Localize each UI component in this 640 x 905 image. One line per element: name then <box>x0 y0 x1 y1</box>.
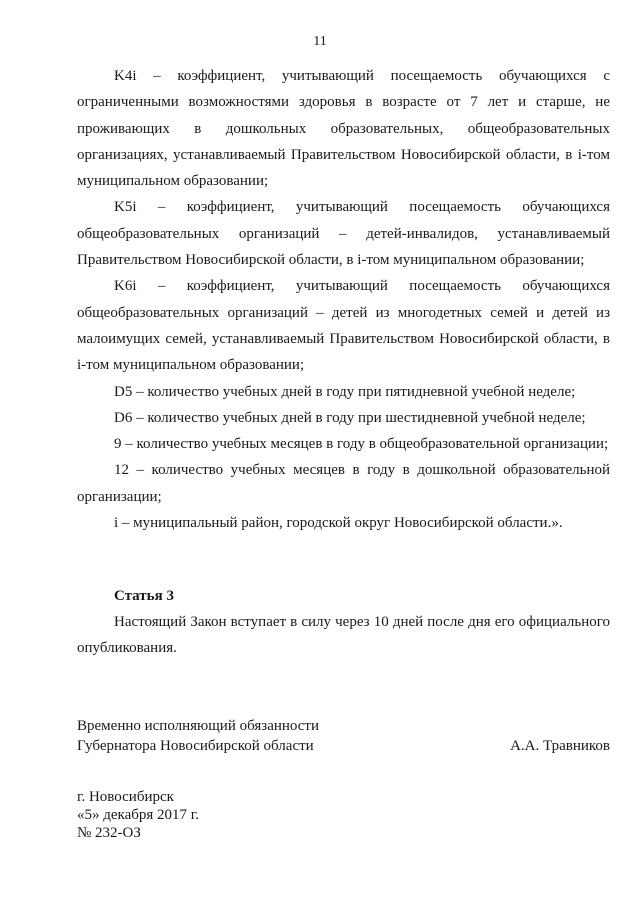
definition-k6i: K6i – коэффициент, учитывающий посещаемость обучающихся общеобразовательных организаций – детей из многодетных семей и детей из малоимущих семей, устанавливаемый Правительством Новосибирской области, в i-том муниципальном образовании; <box>77 278 610 374</box>
article-heading: Статья 3 <box>114 588 174 604</box>
article-body <box>77 609 610 662</box>
footer-date: «5» декабря 2017 г. <box>77 807 199 823</box>
document-footer <box>77 788 199 842</box>
article-text: Настоящий Закон вступает в силу через 10 дней после дня его официального опубликования. <box>77 614 610 657</box>
signature-title-line1: Временно исполняющий обязанности <box>77 718 320 734</box>
footer-city: г. Новосибирск <box>77 789 174 805</box>
definition-k4i: K4i – коэффициент, учитывающий посещаемость обучающихся с ограниченными возможностями здоровья в возрасте от 7 лет и старше, не проживающих в дошкольных образовательных, общеобразовательных организациях, устанавливаемый Правительством Новосибирской области, в i-том муниципальном образовании; <box>77 68 610 190</box>
definition-12: 12 – количество учебных месяцев в году в дошкольной образовательной организации; <box>77 462 610 505</box>
signatory-name: А.А. Травников <box>510 738 610 754</box>
definition-i: i – муниципальный район, городской округ Новосибирской области.». <box>114 515 563 532</box>
footer-law-number: № 232-ОЗ <box>77 825 141 841</box>
definition-d6: D6 – количество учебных дней в году при шестидневной учебной неделе; <box>114 409 586 426</box>
definition-9: 9 – количество учебных месяцев в году в общеобразовательной организации; <box>114 436 609 453</box>
formula-definitions <box>77 63 610 536</box>
page-number: 11 <box>313 34 327 49</box>
signature-title-line2: Губернатора Новосибирской области <box>77 738 314 754</box>
definition-d5: D5 – количество учебных дней в году при пятидневной учебной неделе; <box>114 383 576 400</box>
signature-block <box>77 716 610 756</box>
definition-k5i: K5i – коэффициент, учитывающий посещаемость обучающихся общеобразовательных организаций – детей-инвалидов, устанавливаемый Правительством Новосибирской области, в i-том муниципальном образовании; <box>77 199 610 269</box>
